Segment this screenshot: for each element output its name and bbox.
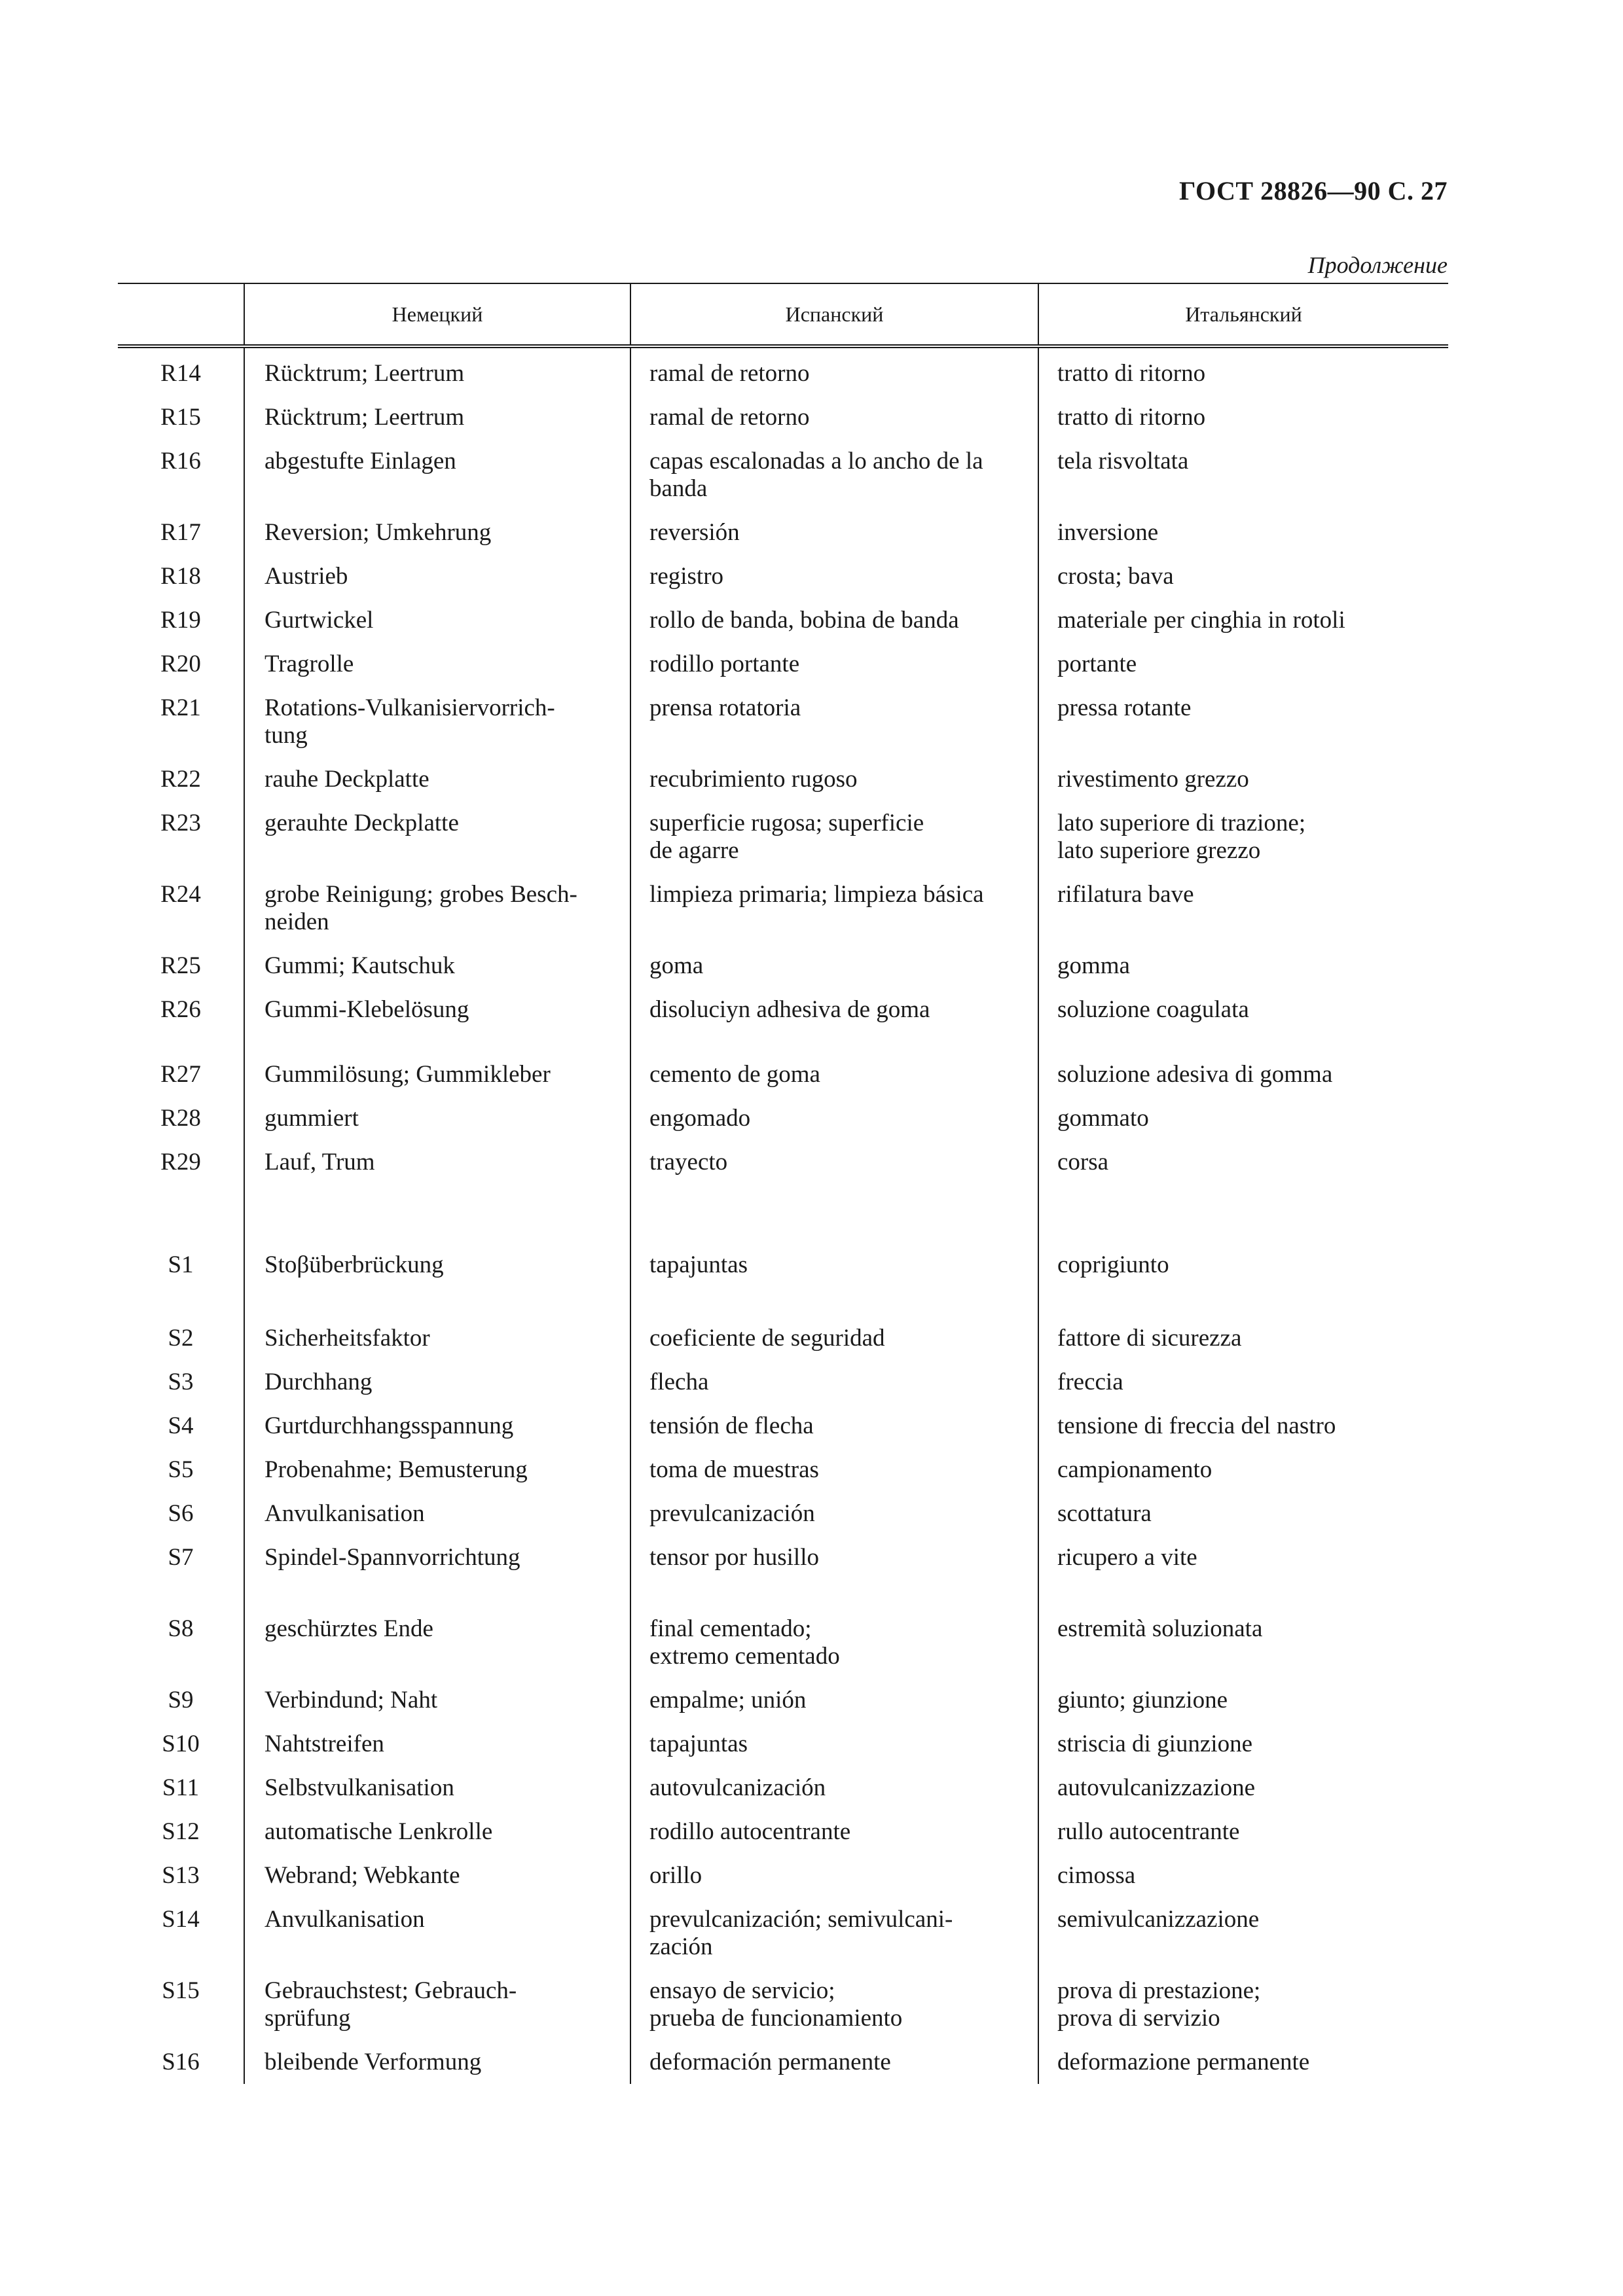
spanish-term: flecha: [630, 1369, 1038, 1412]
italian-term: materiale per cinghia in rotoli: [1038, 607, 1448, 651]
german-term: Gebrauchstest; Gebrauch- sprüfung: [244, 1977, 630, 2049]
table-row: [118, 519, 1448, 563]
italian-term: deformazione permanente: [1038, 2049, 1448, 2084]
italian-term: gommato: [1038, 1105, 1448, 1149]
italian-term: fattore di sicurezza: [1038, 1325, 1448, 1369]
italian-term: autovulcanizzazione: [1038, 1774, 1448, 1818]
spanish-term: rodillo autocentrante: [630, 1818, 1038, 1862]
spanish-term: engomado: [630, 1105, 1038, 1149]
italian-term: rivestimento grezzo: [1038, 766, 1448, 810]
italian-term: tratto di ritorno: [1038, 404, 1448, 448]
term-code: R26: [160, 996, 201, 1023]
spanish-term: prensa rotatoria: [630, 694, 1038, 766]
table-row: [118, 810, 1448, 881]
table-row: [118, 1369, 1448, 1412]
table-header-row: [118, 283, 1448, 346]
table-row: [118, 1456, 1448, 1500]
spanish-term: prevulcanización; semivulcani- zación: [630, 1906, 1038, 1977]
italian-term: prova di prestazione; prova di servizio: [1038, 1977, 1448, 2049]
italian-term: tela risvoltata: [1038, 448, 1448, 519]
spanish-term: goma: [630, 952, 1038, 996]
term-code: S6: [168, 1500, 194, 1527]
table-row: [118, 1906, 1448, 1977]
table-row: [118, 607, 1448, 651]
spanish-term: rollo de banda, bobina de banda: [630, 607, 1038, 651]
column-header-code: [118, 283, 244, 346]
term-code: R19: [160, 607, 201, 634]
german-term: Anvulkanisation: [244, 1906, 630, 1977]
term-code: R24: [160, 881, 201, 908]
term-code: S14: [162, 1906, 200, 1933]
spanish-term: tensión de flecha: [630, 1412, 1038, 1456]
term-code: R17: [160, 519, 201, 546]
italian-term: tratto di ritorno: [1038, 346, 1448, 404]
term-code: S5: [168, 1456, 194, 1483]
italian-term: soluzione coagulata: [1038, 996, 1448, 1040]
german-term: Rücktrum; Leertrum: [244, 404, 630, 448]
table-row: [118, 952, 1448, 996]
german-term: Spindel-Spannvorrichtung: [244, 1544, 630, 1588]
italian-term: gomma: [1038, 952, 1448, 996]
italian-term: portante: [1038, 651, 1448, 694]
term-code: S10: [162, 1731, 200, 1757]
table-row: [118, 1105, 1448, 1149]
spanish-term: ramal de retorno: [630, 346, 1038, 404]
spanish-term: capas escalonadas a lo ancho de la banda: [630, 448, 1038, 519]
spanish-term: disoluciyn adhesiva de goma: [630, 996, 1038, 1040]
spanish-term: registro: [630, 563, 1038, 607]
terms-table: [118, 283, 1448, 2084]
german-term: grobe Reinigung; grobes Besch- neiden: [244, 881, 630, 952]
table-row: [118, 651, 1448, 694]
term-code: S11: [162, 1774, 200, 1801]
spanish-term: ensayo de servicio; prueba de funcionamiento: [630, 1977, 1038, 2049]
italian-term: tensione di freccia del nastro: [1038, 1412, 1448, 1456]
italian-term: freccia: [1038, 1369, 1448, 1412]
spanish-term: rodillo portante: [630, 651, 1038, 694]
german-term: Gummilösung; Gummikleber: [244, 1040, 630, 1105]
term-code: R22: [160, 766, 201, 793]
german-term: Gurtdurchhangsspannung: [244, 1412, 630, 1456]
table-row: [118, 448, 1448, 519]
german-term: Lauf, Trum: [244, 1149, 630, 1193]
term-code: S16: [162, 2049, 200, 2075]
term-code: R20: [160, 651, 201, 677]
table-row: [118, 1412, 1448, 1456]
term-code: S1: [168, 1251, 194, 1278]
italian-term: ricupero a vite: [1038, 1544, 1448, 1588]
spanish-term: ramal de retorno: [630, 404, 1038, 448]
term-code: R18: [160, 563, 201, 590]
table-row: [118, 1149, 1448, 1193]
spanish-term: reversión: [630, 519, 1038, 563]
spanish-term: orillo: [630, 1862, 1038, 1906]
term-code: R25: [160, 952, 201, 979]
german-term: abgestufte Einlagen: [244, 448, 630, 519]
spanish-term: empalme; unión: [630, 1687, 1038, 1731]
term-code: S8: [168, 1615, 194, 1642]
table-row: [118, 1040, 1448, 1105]
column-header-italian: Итальянский: [1038, 283, 1448, 346]
italian-term: striscia di giunzione: [1038, 1731, 1448, 1774]
table-row: [118, 766, 1448, 810]
italian-term: cimossa: [1038, 1862, 1448, 1906]
german-term: Reversion; Umkehrung: [244, 519, 630, 563]
table-row: [118, 1687, 1448, 1731]
german-term: Webrand; Webkante: [244, 1862, 630, 1906]
table-row: [118, 1977, 1448, 2049]
german-term: Tragrolle: [244, 651, 630, 694]
term-code: R15: [160, 404, 201, 431]
spanish-term: limpieza primaria; limpieza básica: [630, 881, 1038, 952]
term-code: S9: [168, 1687, 194, 1713]
italian-term: corsa: [1038, 1149, 1448, 1193]
german-term: Gummi-Klebelösung: [244, 996, 630, 1040]
table-row: [118, 1544, 1448, 1588]
german-term: gummiert: [244, 1105, 630, 1149]
german-term: Durchhang: [244, 1369, 630, 1412]
italian-term: soluzione adesiva di gomma: [1038, 1040, 1448, 1105]
italian-term: crosta; bava: [1038, 563, 1448, 607]
term-code: S13: [162, 1862, 200, 1889]
italian-term: coprigiunto: [1038, 1193, 1448, 1325]
spanish-term: cemento de goma: [630, 1040, 1038, 1105]
italian-term: rifilatura bave: [1038, 881, 1448, 952]
table-row: [118, 1588, 1448, 1687]
spanish-term: deformación permanente: [630, 2049, 1038, 2084]
german-term: Verbindund; Naht: [244, 1687, 630, 1731]
table-row: [118, 1193, 1448, 1325]
spanish-term: tapajuntas: [630, 1193, 1038, 1325]
german-term: Rücktrum; Leertrum: [244, 346, 630, 404]
table-row: [118, 694, 1448, 766]
italian-term: rullo autocentrante: [1038, 1818, 1448, 1862]
german-term: rauhe Deckplatte: [244, 766, 630, 810]
german-term: bleibende Verformung: [244, 2049, 630, 2084]
term-code: S7: [168, 1544, 194, 1571]
german-term: Selbstvulkanisation: [244, 1774, 630, 1818]
german-term: gerauhte Deckplatte: [244, 810, 630, 881]
german-term: Austrieb: [244, 563, 630, 607]
term-code: R27: [160, 1061, 201, 1088]
spanish-term: tensor por husillo: [630, 1544, 1038, 1588]
column-header-spanish: Испанский: [630, 283, 1038, 346]
term-code: R29: [160, 1149, 201, 1175]
german-term: Gurtwickel: [244, 607, 630, 651]
italian-term: giunto; giunzione: [1038, 1687, 1448, 1731]
german-term: Probenahme; Bemusterung: [244, 1456, 630, 1500]
continuation-label: Продолжение: [1307, 252, 1448, 278]
table-row: [118, 563, 1448, 607]
term-code: S4: [168, 1412, 194, 1439]
table-row: [118, 1731, 1448, 1774]
table-row: [118, 1862, 1448, 1906]
term-code: R23: [160, 810, 201, 836]
spanish-term: recubrimiento rugoso: [630, 766, 1038, 810]
german-term: automatische Lenkrolle: [244, 1818, 630, 1862]
spanish-term: prevulcanización: [630, 1500, 1038, 1544]
table-body: [118, 346, 1448, 2084]
term-code: R16: [160, 448, 201, 475]
italian-term: pressa rotante: [1038, 694, 1448, 766]
term-code: R14: [160, 360, 201, 387]
table-row: [118, 1818, 1448, 1862]
german-term: Stoβüberbrückung: [244, 1193, 630, 1325]
spanish-term: trayecto: [630, 1149, 1038, 1193]
italian-term: scottatura: [1038, 1500, 1448, 1544]
table-row: [118, 1774, 1448, 1818]
spanish-term: coeficiente de seguridad: [630, 1325, 1038, 1369]
term-code: S3: [168, 1369, 194, 1395]
term-code: S2: [168, 1325, 194, 1352]
term-code: R21: [160, 694, 201, 721]
italian-term: semivulcanizzazione: [1038, 1906, 1448, 1977]
italian-term: estremità soluzionata: [1038, 1588, 1448, 1687]
table-row: [118, 1500, 1448, 1544]
term-code: R28: [160, 1105, 201, 1132]
page-header: ГОСТ 28826—90 С. 27: [1178, 176, 1448, 206]
table-row: [118, 404, 1448, 448]
table-row: [118, 2049, 1448, 2084]
german-term: Rotations-Vulkanisiervorrich- tung: [244, 694, 630, 766]
italian-term: lato superiore di trazione; lato superiore grezzo: [1038, 810, 1448, 881]
spanish-term: autovulcanización: [630, 1774, 1038, 1818]
spanish-term: toma de muestras: [630, 1456, 1038, 1500]
spanish-term: superficie rugosa; superficie de agarre: [630, 810, 1038, 881]
term-code: S15: [162, 1977, 200, 2004]
german-term: Gummi; Kautschuk: [244, 952, 630, 996]
table-row: [118, 346, 1448, 404]
table-row: [118, 996, 1448, 1040]
german-term: Anvulkanisation: [244, 1500, 630, 1544]
german-term: geschürztes Ende: [244, 1588, 630, 1687]
spanish-term: tapajuntas: [630, 1731, 1038, 1774]
spanish-term: final cementado; extremo cementado: [630, 1588, 1038, 1687]
table-row: [118, 1325, 1448, 1369]
german-term: Sicherheitsfaktor: [244, 1325, 630, 1369]
term-code: S12: [162, 1818, 200, 1845]
italian-term: campionamento: [1038, 1456, 1448, 1500]
column-header-german: Немецкий: [244, 283, 630, 346]
german-term: Nahtstreifen: [244, 1731, 630, 1774]
italian-term: inversione: [1038, 519, 1448, 563]
table-row: [118, 881, 1448, 952]
